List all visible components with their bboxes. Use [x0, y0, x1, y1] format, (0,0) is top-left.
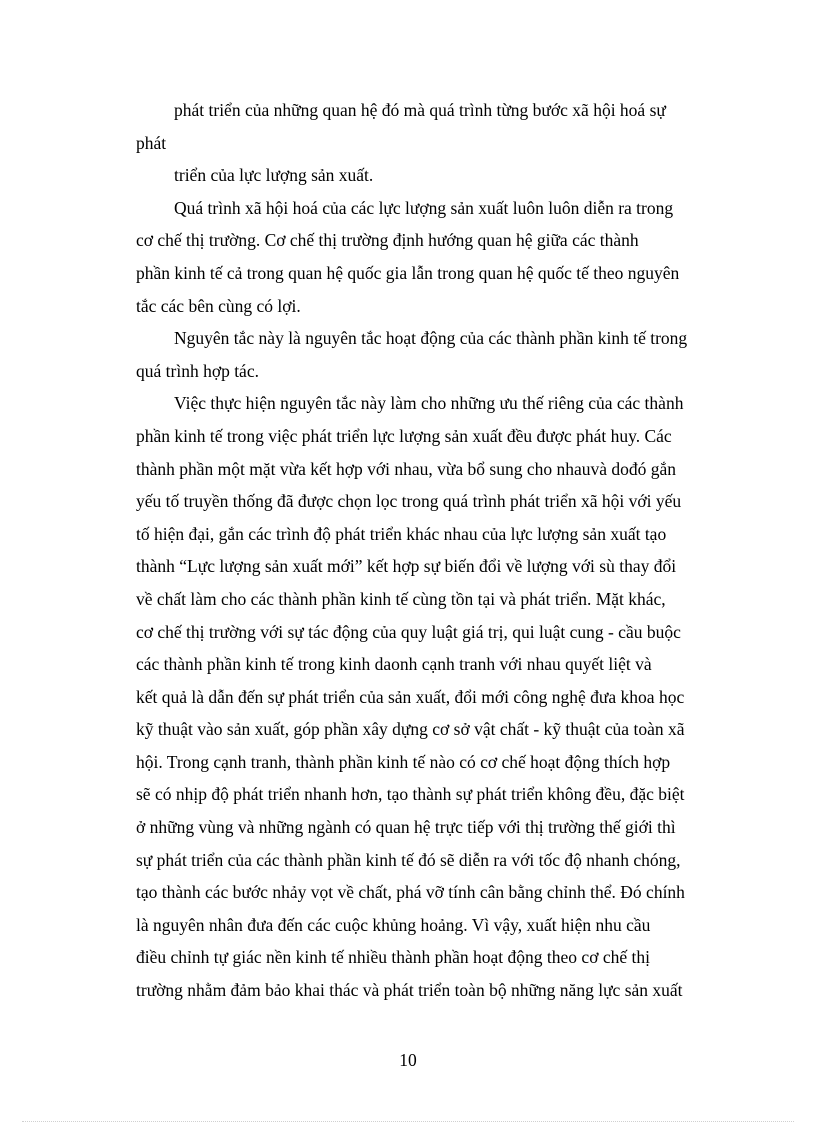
- text-line: là nguyên nhân đưa đến các cuộc khủng hoảng. Vì vậy, xuất hiện nhu cầu: [136, 914, 651, 935]
- text-line: Việc thực hiện nguyên tắc này làm cho những ưu thế riêng của các thành: [174, 393, 684, 414]
- text-line: ở những vùng và những ngành có quan hệ trực tiếp với thị trường thế giới thì: [136, 817, 676, 838]
- text-line: sự phát triển của các thành phần kinh tế đó sẽ diễn ra với tốc độ nhanh chóng,: [136, 849, 681, 870]
- text-line: phần kinh tế trong việc phát triển lực lượng sản xuất đều được phát huy. Các: [136, 425, 672, 446]
- text-line: tạo thành các bước nhảy vọt về chất, phá vỡ tính cân bằng chỉnh thể. Đó chính: [136, 882, 685, 903]
- page-number: 10: [399, 1050, 417, 1070]
- text-line: phát: [136, 132, 167, 153]
- text-line: phần kinh tế cả trong quan hệ quốc gia lẫn trong quan hệ quốc tế theo nguyên: [136, 262, 680, 283]
- text-line: cơ chế thị trường. Cơ chế thị trường định hướng quan hệ giữa các thành: [136, 230, 639, 251]
- text-line: điều chỉnh tự giác nền kinh tế nhiều thành phần hoạt động theo cơ chế thị: [136, 947, 650, 968]
- text-line: về chất làm cho các thành phần kinh tế cùng tồn tại và phát triển. Mặt khác,: [136, 588, 666, 609]
- page-bottom-divider: [22, 1121, 794, 1122]
- text-line: sẽ có nhịp độ phát triển nhanh hơn, tạo thành sự phát triển không đều, đặc biệt: [136, 784, 685, 805]
- text-line: tắc các bên cùng có lợi.: [136, 295, 301, 316]
- text-line: cơ chế thị trường với sự tác động của quy luật giá trị, qui luật cung - cầu buộc: [136, 621, 681, 642]
- text-line: thành “Lực lượng sản xuất mới” kết hợp sự biến đổi về lượng với sù thay đổi: [136, 556, 677, 577]
- text-line: kỹ thuật vào sản xuất, góp phần xây dựng cơ sở vật chất - kỹ thuật của toàn xã: [136, 719, 685, 740]
- text-line: tố hiện đại, gắn các trình độ phát triển khác nhau của lực lượng sản xuất tạo: [136, 523, 667, 544]
- text-line: các thành phần kinh tế trong kinh daonh cạnh tranh với nhau quyết liệt và: [136, 654, 652, 675]
- text-line: hội. Trong cạnh tranh, thành phần kinh tế nào có cơ chế hoạt động thích hợp: [136, 751, 671, 772]
- text-line: phát triển của những quan hệ đó mà quá trình từng bước xã hội hoá sự: [174, 100, 666, 120]
- text-line: trường nhằm đảm bảo khai thác và phát triển toàn bộ những năng lực sản xuất: [136, 980, 683, 1001]
- body-text: [136, 94, 739, 1007]
- text-line: Nguyên tắc này là nguyên tắc hoạt động của các thành phần kinh tế trong: [174, 328, 688, 349]
- text-line: thành phần một mặt vừa kết hợp với nhau, vừa bổ sung cho nhauvà dođó gắn: [136, 458, 677, 479]
- text-line: kết quả là dẫn đến sự phát triển của sản xuất, đổi mới công nghệ đưa khoa học: [136, 686, 685, 707]
- text-line: Quá trình xã hội hoá của các lực lượng sản xuất luôn luôn diễn ra trong: [174, 197, 674, 218]
- text-line: triển của lực lượng sản xuất.: [174, 165, 374, 186]
- text-line: yếu tố truyền thống đã được chọn lọc trong quá trình phát triển xã hội với yếu: [136, 491, 682, 512]
- text-line: quá trình hợp tác.: [136, 360, 259, 381]
